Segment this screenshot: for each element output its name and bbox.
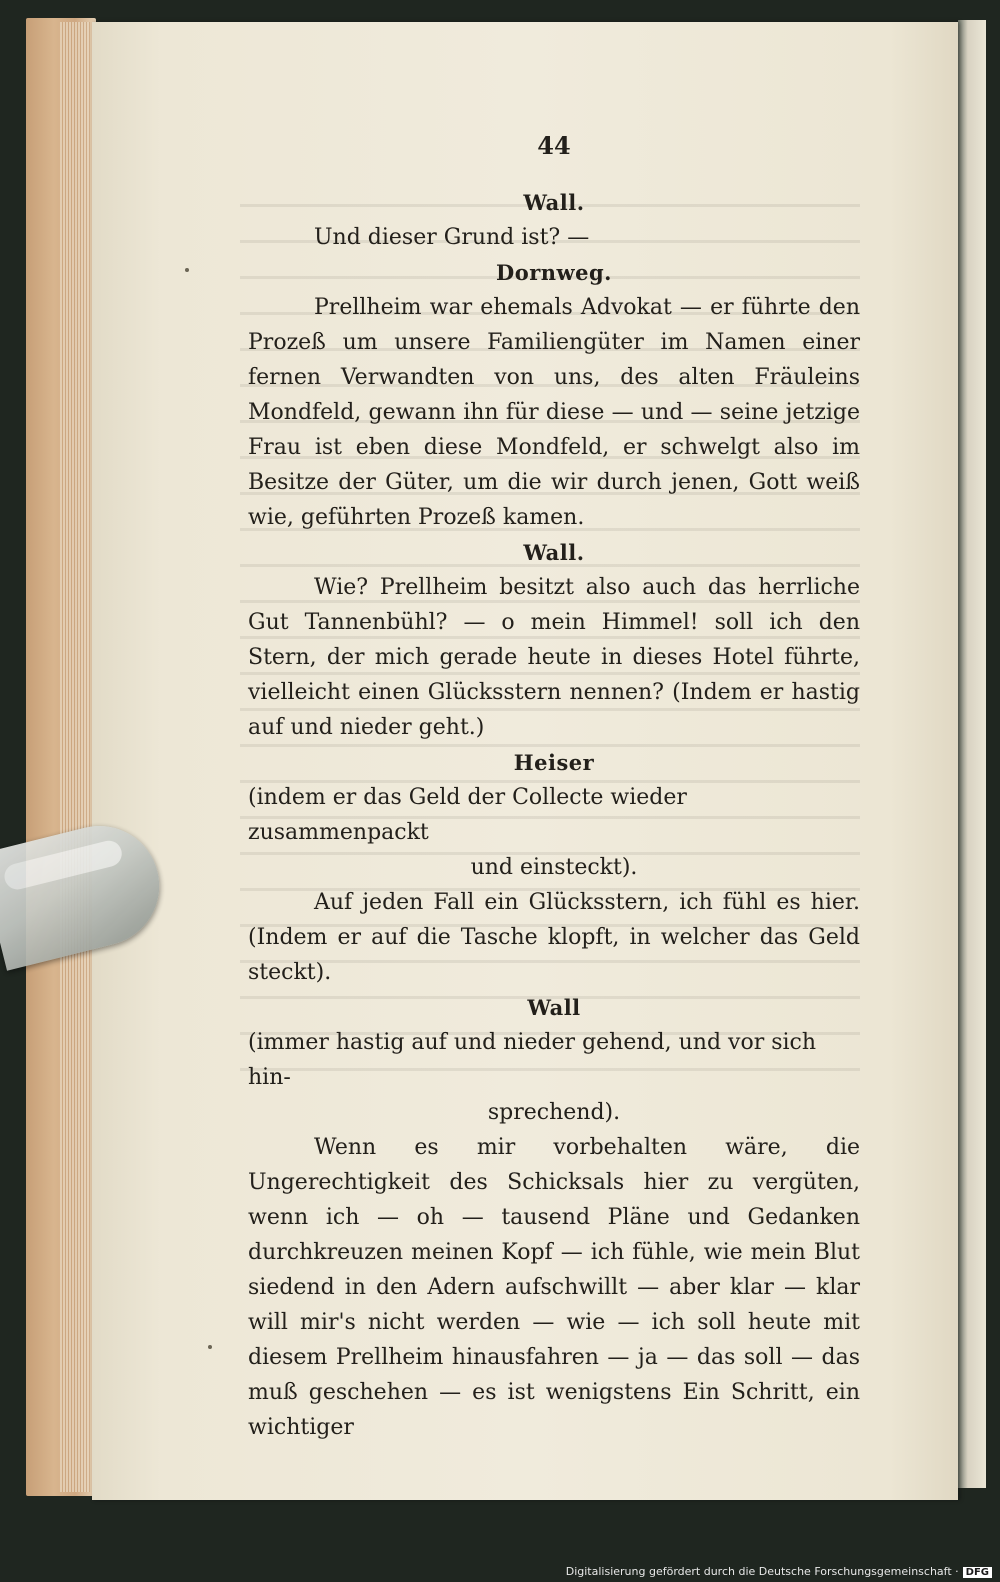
credit-text: Digitalisierung gefördert durch die Deutsche Forschungsgemeinschaft · bbox=[565, 1565, 959, 1578]
paper-speck bbox=[185, 268, 189, 272]
speaker-name: Dornweg. bbox=[496, 260, 612, 285]
facing-page-edge bbox=[958, 20, 986, 1488]
digitization-credit bbox=[566, 1565, 992, 1578]
stage-direction-line: (immer hastig auf und nieder gehend, und vor sich hin- bbox=[248, 1030, 817, 1090]
dialogue-paragraph: Und dieser Grund ist? — bbox=[314, 225, 590, 250]
stage-direction bbox=[248, 1025, 860, 1130]
text-blocks bbox=[248, 185, 860, 1445]
page-number: 44 bbox=[537, 131, 571, 160]
stage-direction bbox=[248, 780, 860, 885]
paper-speck bbox=[208, 1345, 212, 1349]
stacked-pages-edge bbox=[60, 22, 90, 1492]
stage-direction-continuation: sprechend). bbox=[487, 1100, 621, 1125]
speaker-name: Wall. bbox=[523, 540, 585, 565]
stage-direction-line: (indem er das Geld der Collecte wieder zusammenpackt bbox=[248, 785, 687, 845]
dialogue-paragraph: Wenn es mir vorbehalten wäre, die Ungerechtigkeit des Schicksals hier zu vergüten, wenn ich — oh — tausend Pläne und Gedanken durchkreuzen meinen Kopf — ich fühle, wie mein Blut siedend in den Adern aufschwillt — aber klar — klar will mir's nicht werden — wie — ich soll heute mit diesem Prellheim hinausfahren — ja — das soll — das muß geschehen — es ist wenigstens Ein Schritt, ein wichtiger bbox=[248, 1135, 860, 1440]
stage-direction-continuation: und einsteckt). bbox=[470, 855, 638, 880]
dialogue-paragraph: Auf jeden Fall ein Glücksstern, ich fühl es hier. (Indem er auf die Tasche klopft, in welcher das Geld steckt). bbox=[248, 890, 860, 985]
dialogue-paragraph: Wie? Prellheim besitzt also auch das herrliche Gut Tannenbühl? — o mein Himmel! soll ich den Stern, der mich gerade heute in dieses Hotel führte, vielleicht einen Glücksstern nennen? (Indem er hastig auf und nieder geht.) bbox=[248, 575, 860, 740]
speaker-name: Wall bbox=[527, 995, 581, 1020]
speaker-name: Heiser bbox=[513, 750, 595, 775]
page-text bbox=[248, 128, 860, 1445]
dialogue-paragraph: Prellheim war ehemals Advokat — er führte den Prozeß um unsere Familiengüter im Namen einer fernen Verwandten von uns, des alten Fräuleins Mondfeld, gewann ihn für diese — und — seine jetzige Frau ist eben diese Mondfeld, er schwelgt also im Besitze der Güter, um die wir durch jenen, Gott weiß wie, geführten Prozeß kamen. bbox=[248, 295, 860, 530]
speaker-name: Wall. bbox=[523, 190, 585, 215]
dfg-logo: DFG bbox=[963, 1567, 992, 1578]
